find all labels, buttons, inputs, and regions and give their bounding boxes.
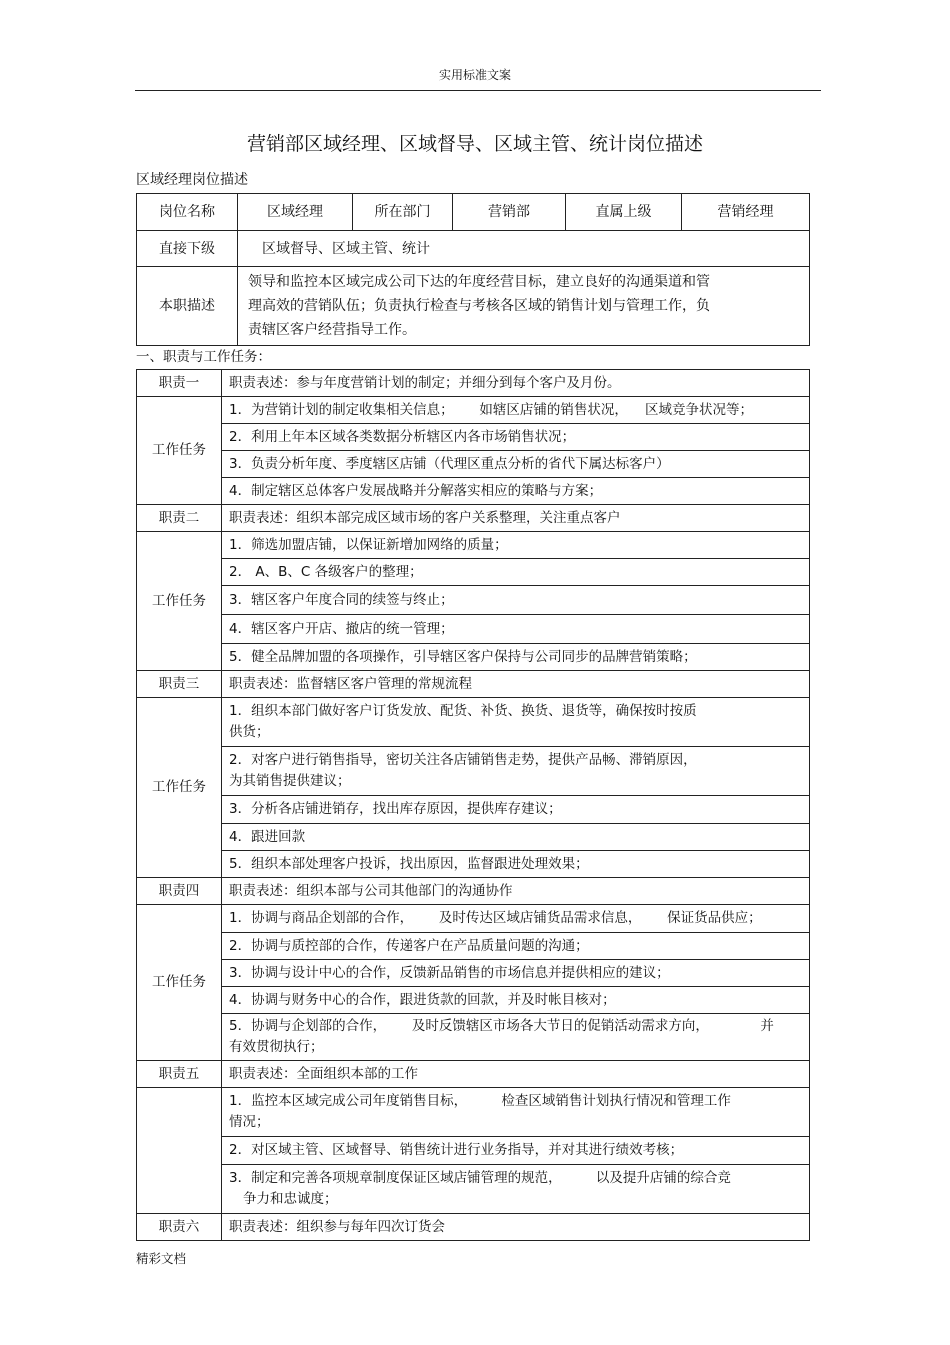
task-item: 1．筛选加盟店铺，以保证新增加网络的质量； bbox=[222, 532, 810, 559]
task-line: 2．对客户进行销售指导，密切关注各店铺销售走势，提供产品畅、滞销原因， bbox=[229, 752, 697, 768]
job-description-line: 领导和监控本区域完成公司下达的年度经营目标，建立良好的沟通渠道和管 bbox=[248, 274, 710, 290]
task-item: 4．辖区客户开店、撤店的统一管理； bbox=[222, 615, 810, 644]
task-line: 3．制定和完善各项规章制度保证区域店铺管理的规范， 以及提升店铺的综合竞 bbox=[229, 1170, 731, 1186]
subordinate-label: 直接下级 bbox=[137, 231, 238, 267]
superior-label: 直属上级 bbox=[566, 194, 682, 231]
task-item: 3．负责分析年度、季度辖区店铺（代理区重点分析的省代下属达标客户） bbox=[222, 451, 810, 478]
page-footer: 精彩文档 bbox=[136, 1251, 187, 1266]
duty-label: 职责六 bbox=[137, 1214, 222, 1241]
duties-table bbox=[136, 369, 810, 1241]
task-line: 争力和忠诚度； bbox=[243, 1191, 338, 1207]
task-item: 2． A、B、C 各级客户的整理； bbox=[222, 559, 810, 586]
task-item bbox=[222, 698, 810, 747]
task-label: 工作任务 bbox=[137, 698, 222, 878]
task-item: 5．组织本部处理客户投诉，找出原因，监督跟进处理效果； bbox=[222, 851, 810, 878]
department-value: 营销部 bbox=[453, 194, 566, 231]
duty-label: 职责一 bbox=[137, 370, 222, 397]
task-label: 工作任务 bbox=[137, 905, 222, 1061]
job-info-table bbox=[136, 193, 810, 346]
job-description-line: 理高效的营销队伍；负责执行检查与考核各区域的销售计划与管理工作，负 bbox=[248, 298, 710, 314]
task-label: 工作任务 bbox=[137, 397, 222, 505]
duty-label: 职责二 bbox=[137, 505, 222, 532]
duty-statement: 职责表述：组织参与每年四次订货会 bbox=[222, 1214, 810, 1241]
task-item bbox=[222, 1014, 810, 1061]
job-description-text bbox=[238, 267, 810, 346]
task-item: 2．对区域主管、区域督导、销售统计进行业务指导，并对其进行绩效考核； bbox=[222, 1137, 810, 1165]
duty-statement: 职责表述：参与年度营销计划的制定；并细分到每个客户及月份。 bbox=[222, 370, 810, 397]
header-divider bbox=[135, 90, 821, 91]
superior-value: 营销经理 bbox=[682, 194, 810, 231]
task-item: 4．制定辖区总体客户发展战略并分解落实相应的策略与方案； bbox=[222, 478, 810, 505]
duty-label: 职责四 bbox=[137, 878, 222, 905]
task-line: 1．监控本区域完成公司年度销售目标， 检查区域销售计划执行情况和管理工作 bbox=[229, 1093, 731, 1109]
task-item: 1．协调与商品企划部的合作， 及时传达区域店铺货品需求信息， 保证货品供应； bbox=[222, 905, 810, 933]
task-item: 5．健全品牌加盟的各项操作，引导辖区客户保持与公司同步的品牌营销策略； bbox=[222, 644, 810, 671]
position-name-label: 岗位名称 bbox=[137, 194, 238, 231]
task-item bbox=[222, 747, 810, 796]
task-line: 情况； bbox=[229, 1114, 270, 1130]
task-line: 为其销售提供建议； bbox=[229, 773, 351, 789]
task-item bbox=[222, 1088, 810, 1137]
task-item: 4．跟进回款 bbox=[222, 824, 810, 851]
position-name-value: 区域经理 bbox=[238, 194, 353, 231]
task-line: 供货； bbox=[229, 724, 270, 740]
job-description-line: 责辖区客户经营指导工作。 bbox=[248, 322, 416, 338]
task-item: 1．为营销计划的制定收集相关信息； 如辖区店铺的销售状况， 区域竞争状况等； bbox=[222, 397, 810, 424]
duty-label: 职责五 bbox=[137, 1061, 222, 1088]
job-section-heading: 区域经理岗位描述 bbox=[136, 172, 248, 188]
duties-section-heading: 一、职责与工作任务： bbox=[136, 349, 271, 365]
task-item: 3．辖区客户年度合同的续签与终止； bbox=[222, 586, 810, 615]
duty-statement: 职责表述：组织本部完成区域市场的客户关系整理，关注重点客户 bbox=[222, 505, 810, 532]
task-item: 2．协调与质控部的合作，传递客户在产品质量问题的沟通； bbox=[222, 933, 810, 960]
task-label: 工作任务 bbox=[137, 532, 222, 671]
job-description-label: 本职描述 bbox=[137, 267, 238, 346]
task-item: 2．利用上年本区域各类数据分析辖区内各市场销售状况； bbox=[222, 424, 810, 451]
department-label: 所在部门 bbox=[353, 194, 453, 231]
duty-statement: 职责表述：组织本部与公司其他部门的沟通协作 bbox=[222, 878, 810, 905]
duty-statement: 职责表述：监督辖区客户管理的常规流程 bbox=[222, 671, 810, 698]
page-header: 实用标准文案 bbox=[438, 68, 511, 82]
task-item bbox=[222, 1165, 810, 1214]
task-item: 4．协调与财务中心的合作，跟进货款的回款，并及时帐目核对； bbox=[222, 987, 810, 1014]
subordinate-value: 区域督导、区域主管、统计 bbox=[238, 231, 810, 267]
task-item: 3．协调与设计中心的合作，反馈新品销售的市场信息并提供相应的建议； bbox=[222, 960, 810, 987]
duty-statement: 职责表述：全面组织本部的工作 bbox=[222, 1061, 810, 1088]
task-line: 1．组织本部门做好客户订货发放、配货、补货、换货、退货等，确保按时按质 bbox=[229, 703, 697, 719]
task-label-empty bbox=[137, 1088, 222, 1214]
task-line: 有效贯彻执行； bbox=[229, 1039, 324, 1055]
duty-label: 职责三 bbox=[137, 671, 222, 698]
document-title: 营销部区域经理、区域督导、区域主管、统计岗位描述 bbox=[246, 133, 703, 155]
task-line: 5．协调与企划部的合作， 及时反馈辖区市场各大节日的促销活动需求方向， 并 bbox=[229, 1018, 774, 1034]
task-item: 3．分析各店铺进销存，找出库存原因，提供库存建议； bbox=[222, 796, 810, 824]
